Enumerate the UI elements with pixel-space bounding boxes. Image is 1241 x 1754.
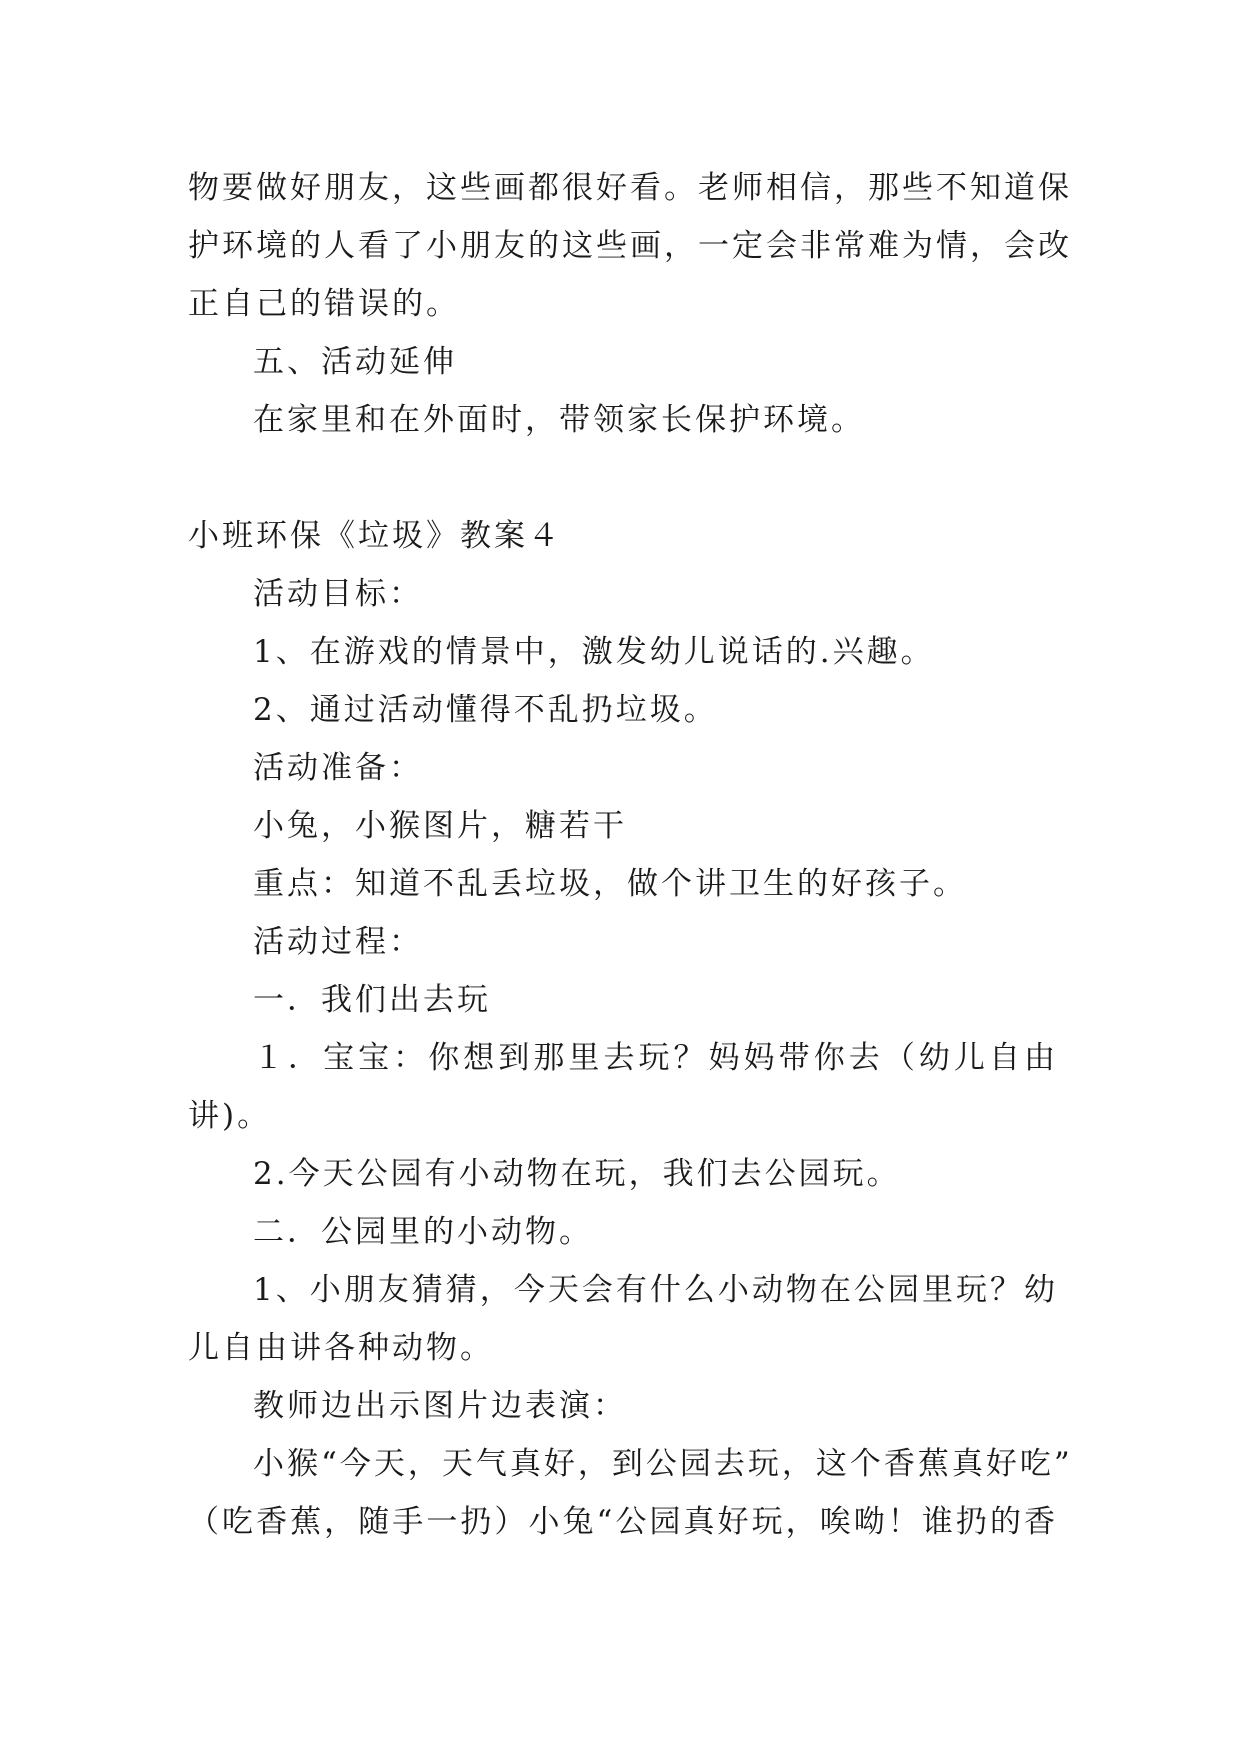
paragraph-line: 物要做好朋友，这些画都很好看。老师相信，那些不知道保: [188, 170, 1072, 206]
paragraph-line: 小猴“今天，天气真好，到公园去玩，这个香蕉真好吃”: [253, 1446, 1073, 1482]
paragraph-line: 1、小朋友猜猜，今天会有什么小动物在公园里玩？幼: [253, 1272, 1058, 1308]
section-heading: 一．我们出去玩: [253, 982, 491, 1018]
paragraph-line: 护环境的人看了小朋友的这些画，一定会非常难为情，会改: [188, 228, 1072, 264]
paragraph-line: 正自己的错误的。: [188, 286, 460, 322]
section-heading: 二．公园里的小动物。: [253, 1214, 593, 1250]
paragraph-line: 教师边出示图片边表演：: [253, 1388, 627, 1424]
section-heading: 活动准备：: [253, 750, 423, 786]
section-heading: 活动过程：: [253, 924, 423, 960]
paragraph-line: 1、在游戏的情景中，激发幼儿说话的.兴趣。: [253, 634, 935, 670]
paragraph-line: （吃香蕉，随手一扔）小兔“公园真好玩，唉呦！谁扔的香: [188, 1504, 1058, 1540]
paragraph-line: １．宝宝：你想到那里去玩？妈妈带你去（幼儿自由: [253, 1040, 1058, 1076]
paragraph-line: 2、通过活动懂得不乱扔垃圾。: [253, 692, 718, 728]
paragraph-line: 讲)。: [188, 1098, 272, 1134]
paragraph-line: 重点：知道不乱丢垃圾，做个讲卫生的好孩子。: [253, 866, 967, 902]
section-heading: 五、活动延伸: [253, 344, 457, 380]
paragraph-line: 在家里和在外面时，带领家长保护环境。: [253, 402, 865, 438]
paragraph-line: 2.今天公园有小动物在玩，我们去公园玩。: [253, 1156, 901, 1192]
paragraph-line: 儿自由讲各种动物。: [188, 1330, 494, 1366]
paragraph-line: 小兔，小猴图片，糖若干: [253, 808, 627, 844]
lesson-title: 小班环保《垃圾》教案４: [188, 518, 562, 554]
section-heading: 活动目标：: [253, 576, 423, 612]
